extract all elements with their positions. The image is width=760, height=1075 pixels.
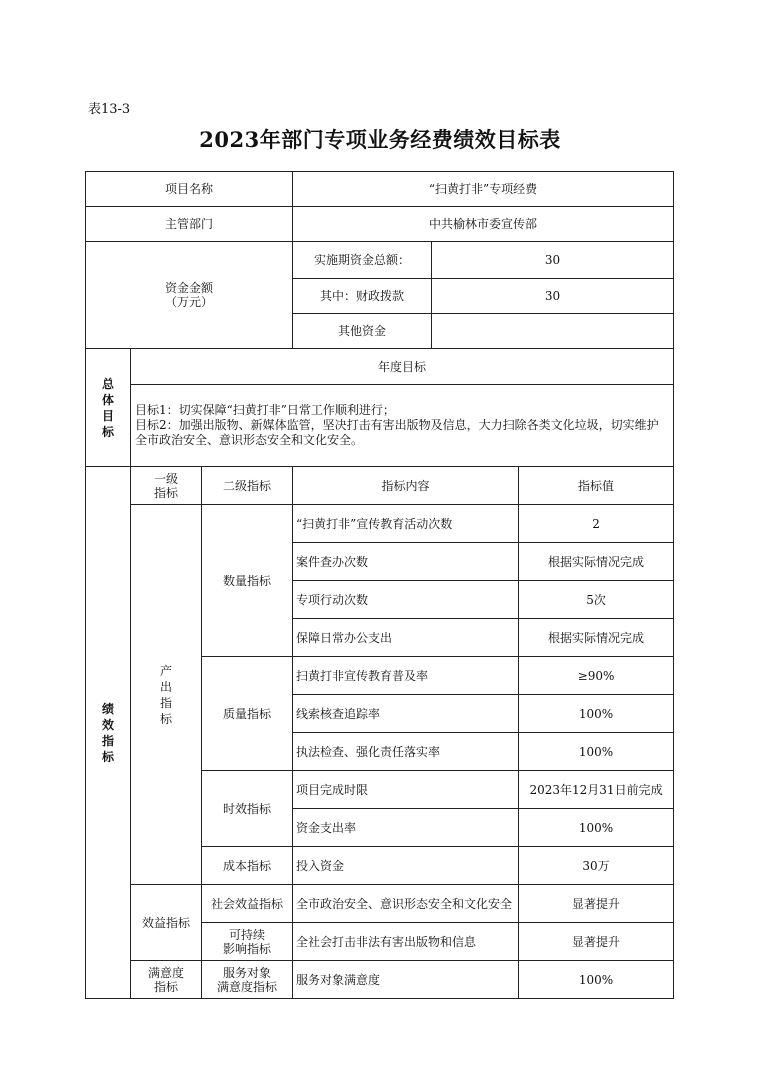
table-row <box>86 505 674 543</box>
table-row <box>86 385 674 467</box>
table-row <box>86 207 674 242</box>
other-funds-label: 其他资金 <box>293 314 432 349</box>
indicator-value: 100% <box>519 809 674 847</box>
col-header-content: 指标内容 <box>293 467 519 505</box>
department-label: 主管部门 <box>86 207 293 242</box>
indicator-content: 项目完成时限 <box>293 771 519 809</box>
table-row <box>86 242 674 279</box>
total-funds-value: 30 <box>432 242 674 279</box>
department-value: 中共榆林市委宣传部 <box>293 207 674 242</box>
benefit-indicators-label: 效益指标 <box>131 885 202 961</box>
indicator-value: 2023年12月31日前完成 <box>519 771 674 809</box>
service-satisfaction-label: 服务对象 满意度指标 <box>202 961 293 999</box>
col-header-level1: 一级 指标 <box>131 467 202 505</box>
other-funds-value <box>432 314 674 349</box>
funds-label <box>86 242 293 349</box>
goal-2: 目标2：加强出版物、新媒体监管，坚决打击有害出版物及信息，大力扫除各类文化垃圾，切实维护全市政治安全、意识形态安全和文化安全。 <box>135 418 659 447</box>
col-header-value: 指标值 <box>519 467 674 505</box>
indicator-content: 全市政治安全、意识形态安全和文化安全 <box>293 885 519 923</box>
output-indicators-label: 产 出 指 标 <box>131 505 202 885</box>
indicator-content: 资金支出率 <box>293 809 519 847</box>
indicator-content: 投入资金 <box>293 847 519 885</box>
indicator-value: 5次 <box>519 581 674 619</box>
indicator-value: 100% <box>519 695 674 733</box>
indicator-value: 2 <box>519 505 674 543</box>
indicator-content: 执法检查、强化责任落实率 <box>293 733 519 771</box>
social-benefit-label: 社会效益指标 <box>202 885 293 923</box>
sustainable-impact-label: 可持续 影响指标 <box>202 923 293 961</box>
funds-label-line1: 资金金额 <box>165 281 214 295</box>
table-row <box>86 172 674 207</box>
indicator-value: 显著提升 <box>519 885 674 923</box>
table-row <box>86 349 674 385</box>
annual-goals-text <box>131 385 674 467</box>
table-number: 表13-3 <box>88 102 131 117</box>
annual-goals-header: 年度目标 <box>131 349 674 385</box>
indicator-value: 根据实际情况完成 <box>519 619 674 657</box>
project-name-value: “扫黄打非”专项经费 <box>293 172 674 207</box>
table-row <box>86 885 674 923</box>
performance-indicators-label: 绩 效 指 标 <box>86 467 131 999</box>
indicator-content: 专项行动次数 <box>293 581 519 619</box>
total-funds-label: 实施期资金总额： <box>293 242 432 279</box>
satisfaction-indicators-label: 满意度 指标 <box>131 961 202 999</box>
table-row <box>86 467 674 505</box>
table-row <box>86 961 674 999</box>
fiscal-funds-label: 其中：财政拨款 <box>293 279 432 314</box>
indicator-value: ≥90% <box>519 657 674 695</box>
performance-target-table <box>85 171 674 999</box>
indicator-content: 服务对象满意度 <box>293 961 519 999</box>
indicator-content: 保障日常办公支出 <box>293 619 519 657</box>
indicator-value: 100% <box>519 961 674 999</box>
indicator-value: 30万 <box>519 847 674 885</box>
indicator-content: “扫黄打非”宣传教育活动次数 <box>293 505 519 543</box>
indicator-content: 案件查办次数 <box>293 543 519 581</box>
document-title: 2023年部门专项业务经费绩效目标表 <box>199 127 561 152</box>
goal-1: 目标1：切实保障“扫黄打非”日常工作顺利进行； <box>135 403 395 417</box>
project-name-label: 项目名称 <box>86 172 293 207</box>
indicator-content: 全社会打击非法有害出版物和信息 <box>293 923 519 961</box>
indicator-content: 线索核查追踪率 <box>293 695 519 733</box>
indicator-content: 扫黄打非宣传教育普及率 <box>293 657 519 695</box>
cost-indicators-label: 成本指标 <box>202 847 293 885</box>
quantity-indicators-label: 数量指标 <box>202 505 293 657</box>
timeliness-indicators-label: 时效指标 <box>202 771 293 847</box>
funds-label-line2: （万元） <box>165 295 214 309</box>
quality-indicators-label: 质量指标 <box>202 657 293 771</box>
indicator-value: 根据实际情况完成 <box>519 543 674 581</box>
indicator-value: 100% <box>519 733 674 771</box>
fiscal-funds-value: 30 <box>432 279 674 314</box>
overall-goals-label: 总 体 目 标 <box>86 349 131 467</box>
indicator-value: 显著提升 <box>519 923 674 961</box>
col-header-level2: 二级指标 <box>202 467 293 505</box>
